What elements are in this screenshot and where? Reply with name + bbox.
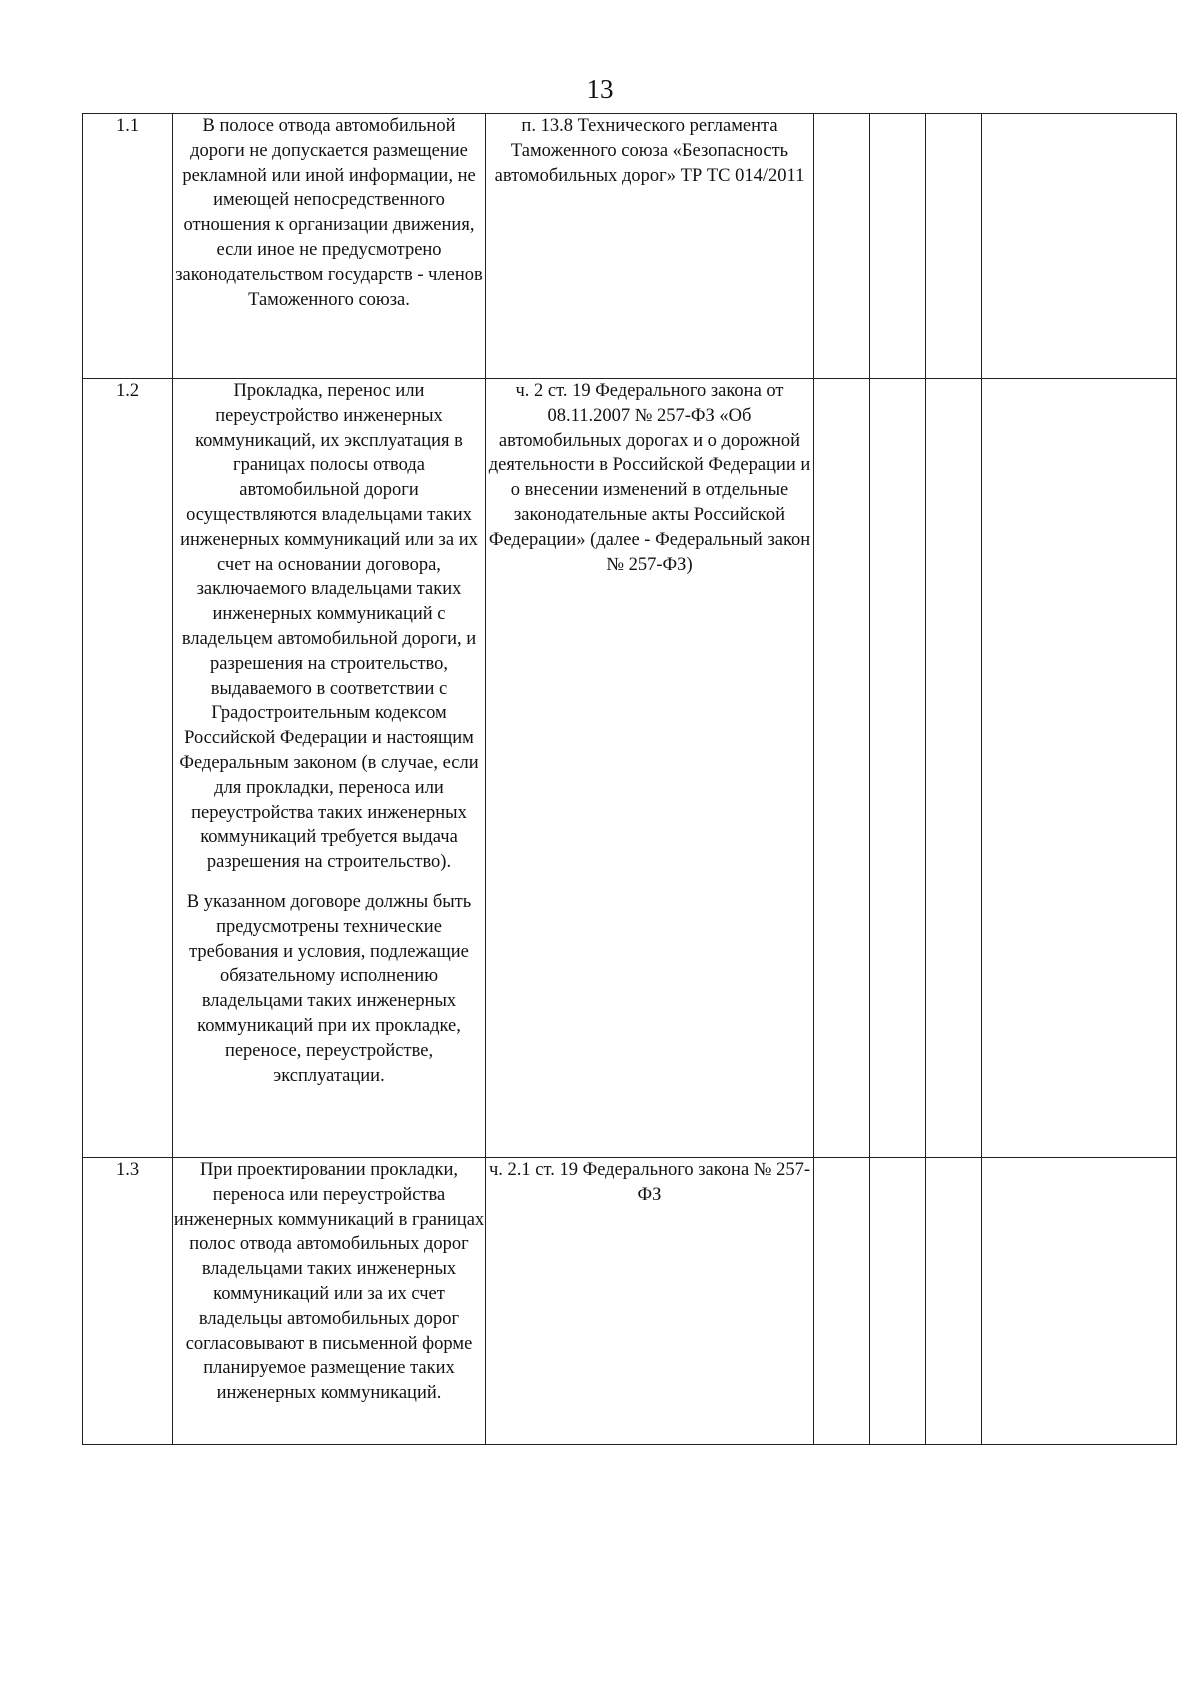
reference-cell: ч. 2.1 ст. 19 Федерального закона № 257-ФЗ — [486, 1158, 814, 1445]
answer-no-cell — [870, 1158, 926, 1445]
note-cell — [982, 114, 1177, 379]
row-number: 1.2 — [83, 379, 173, 1158]
row-number: 1.3 — [83, 1158, 173, 1445]
requirement-cell — [173, 114, 486, 379]
answer-na-cell — [926, 379, 982, 1158]
requirement-text: Прокладка, перенос или переустройство инженерных коммуникаций, их эксплуатация в границах полосы отвода автомобильной дороги осуществляются владельцами таких инженерных коммуникаций или за их счет на основании договора, заключаемого владельцами таких инженерных коммуникаций с владельцем автомобильной дороги, и разрешения на строительство, выдаваемого в соответствии с Градостроительным кодексом Российской Федерации и настоящим Федеральным законом (в случае, если для прокладки, переноса или переустройства таких инженерных коммуникаций требуется выдача разрешения на строительство). — [179, 381, 479, 873]
answer-no-cell — [870, 114, 926, 379]
answer-no-cell — [870, 379, 926, 1158]
requirement-cell — [173, 1158, 486, 1445]
answer-yes-cell — [814, 1158, 870, 1445]
answer-yes-cell — [814, 379, 870, 1158]
answer-yes-cell — [814, 114, 870, 379]
requirement-text: При проектировании прокладки, переноса или переустройства инженерных коммуникаций в границах полос отвода автомобильных дорог владельцами таких инженерных коммуникаций или за их счет владельцы автомобильных дорог согласовывают в письменной форме планируемое размещение таких инженерных коммуникаций. — [173, 1160, 485, 1404]
reference-cell: п. 13.8 Технического регламента Таможенного союза «Безопасность автомобильных дорог» ТР ТС 014/2011 — [486, 114, 814, 379]
answer-na-cell — [926, 1158, 982, 1445]
requirement-text: В полосе отвода автомобильной дороги не допускается размещение рекламной или иной информации, не имеющей непосредственного отношения к организации движения, если иное не предусмотрено законодательством государств - членов Таможенного союза. — [175, 116, 483, 310]
reference-cell: ч. 2 ст. 19 Федерального закона от 08.11.2007 № 257-ФЗ «Об автомобильных дорогах и о дорожной деятельности в Российской Федерации и о внесении изменений в отдельные законодательные акты Российской Федерации» (далее - Федеральный закон № 257-ФЗ) — [486, 379, 814, 1158]
requirement-cell — [173, 379, 486, 1158]
requirement-text: В указанном договоре должны быть предусмотрены технические требования и условия, подлежащие обязательному исполнению владельцами таких инженерных коммуникаций при их прокладке, переносе, переустройстве, эксплуатации. — [186, 891, 472, 1086]
requirements-table — [82, 113, 1177, 1445]
note-cell — [982, 379, 1177, 1158]
table-row — [83, 379, 1177, 1158]
table-row — [83, 1158, 1177, 1445]
table-row — [83, 114, 1177, 379]
page-number: 13 — [586, 74, 614, 104]
row-number: 1.1 — [83, 114, 173, 379]
note-cell — [982, 1158, 1177, 1445]
answer-na-cell — [926, 114, 982, 379]
